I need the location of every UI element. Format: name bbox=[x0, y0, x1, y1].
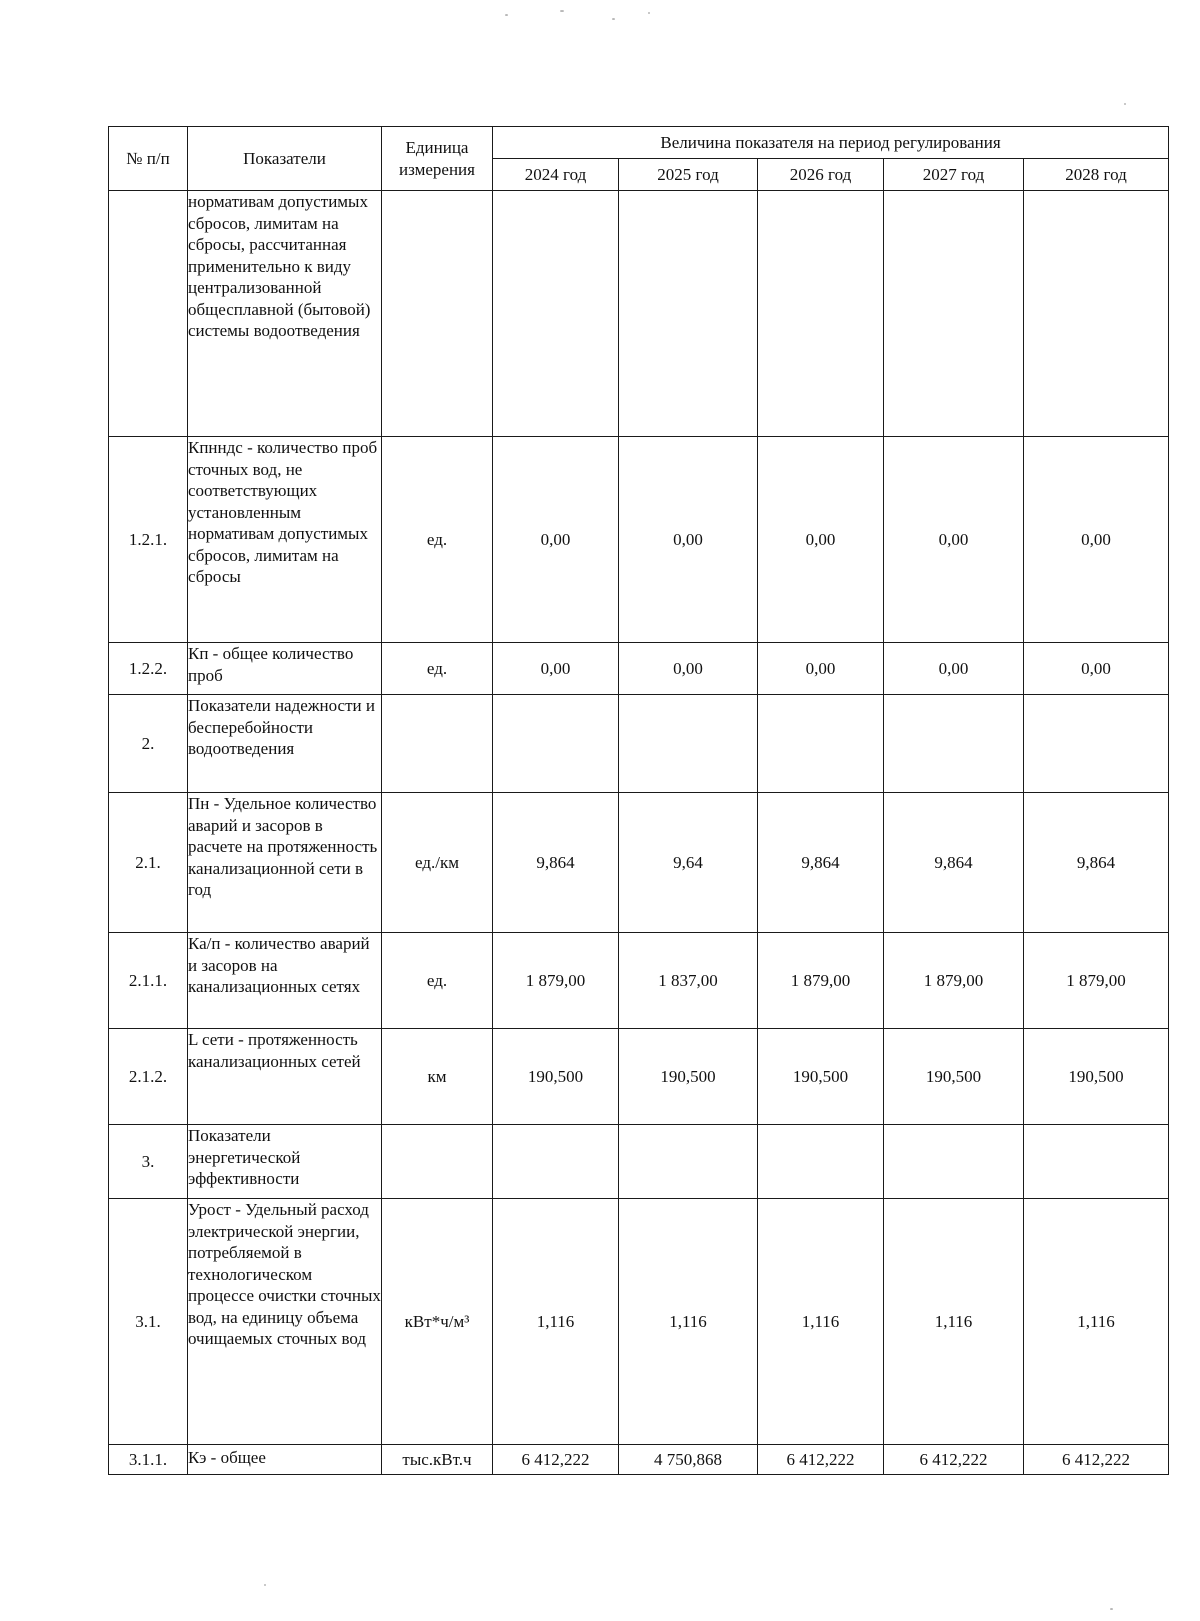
row-value: 0,00 bbox=[619, 643, 758, 695]
row-value bbox=[619, 1125, 758, 1199]
row-value: 6 412,222 bbox=[884, 1445, 1024, 1475]
indicators-table bbox=[108, 126, 1169, 1475]
header-indicator: Показатели bbox=[188, 127, 382, 191]
row-value: 4 750,868 bbox=[619, 1445, 758, 1475]
row-value: 6 412,222 bbox=[493, 1445, 619, 1475]
row-value: 6 412,222 bbox=[1024, 1445, 1169, 1475]
header-unit: Единица измерения bbox=[382, 127, 493, 191]
row-num: 2.1.1. bbox=[109, 933, 188, 1029]
row-num bbox=[109, 191, 188, 437]
table-row bbox=[109, 643, 1169, 695]
row-indicator: Показатели надежности и бесперебойности водоотведения bbox=[188, 695, 382, 793]
scan-speck bbox=[560, 10, 564, 12]
header-period: Величина показателя на период регулирования bbox=[493, 127, 1169, 159]
scan-speck bbox=[264, 1584, 266, 1586]
row-indicator: Урост - Удельный расход электрической энергии, потребляемой в технологическом процессе очистки сточных вод, на единицу объема очищаемых сточных вод bbox=[188, 1199, 382, 1445]
table-row bbox=[109, 437, 1169, 643]
row-value: 1,116 bbox=[619, 1199, 758, 1445]
table-row bbox=[109, 191, 1169, 437]
row-value: 0,00 bbox=[884, 643, 1024, 695]
row-value bbox=[884, 1125, 1024, 1199]
header-year: 2027 год bbox=[884, 159, 1024, 191]
row-value: 9,864 bbox=[758, 793, 884, 933]
row-value: 1 879,00 bbox=[884, 933, 1024, 1029]
header-year: 2028 год bbox=[1024, 159, 1169, 191]
row-value bbox=[758, 1125, 884, 1199]
row-value: 190,500 bbox=[884, 1029, 1024, 1125]
scan-speck bbox=[612, 18, 615, 20]
row-unit: ед. bbox=[382, 643, 493, 695]
row-value: 0,00 bbox=[493, 437, 619, 643]
table-row bbox=[109, 793, 1169, 933]
header-year: 2025 год bbox=[619, 159, 758, 191]
row-value: 1 837,00 bbox=[619, 933, 758, 1029]
row-value bbox=[619, 695, 758, 793]
row-indicator: Показатели энергетической эффективности bbox=[188, 1125, 382, 1199]
row-num: 1.2.1. bbox=[109, 437, 188, 643]
header-year: 2026 год bbox=[758, 159, 884, 191]
row-value: 0,00 bbox=[884, 437, 1024, 643]
table-row bbox=[109, 1029, 1169, 1125]
row-indicator: Кэ - общее bbox=[188, 1445, 382, 1475]
row-indicator: Пн - Удельное количество аварий и засоров в расчете на протяженность канализационной сети в год bbox=[188, 793, 382, 933]
header-year: 2024 год bbox=[493, 159, 619, 191]
row-value bbox=[619, 191, 758, 437]
row-unit bbox=[382, 1125, 493, 1199]
row-num: 1.2.2. bbox=[109, 643, 188, 695]
scan-speck bbox=[1110, 1608, 1113, 1610]
row-value: 0,00 bbox=[619, 437, 758, 643]
table-row bbox=[109, 695, 1169, 793]
row-value: 0,00 bbox=[758, 437, 884, 643]
row-unit: кВт*ч/м³ bbox=[382, 1199, 493, 1445]
row-unit: ед./км bbox=[382, 793, 493, 933]
scan-speck bbox=[648, 12, 650, 14]
row-value: 1,116 bbox=[758, 1199, 884, 1445]
row-indicator: Кп - общее количество проб bbox=[188, 643, 382, 695]
row-num: 2.1. bbox=[109, 793, 188, 933]
row-num: 2. bbox=[109, 695, 188, 793]
row-value: 6 412,222 bbox=[758, 1445, 884, 1475]
header-num: № п/п bbox=[109, 127, 188, 191]
row-indicator: нормативам допустимых сбросов, лимитам на сбросы, рассчитанная применительно к виду централизованной общесплавной (бытовой) системы водоотведения bbox=[188, 191, 382, 437]
row-value: 9,864 bbox=[493, 793, 619, 933]
row-value: 1 879,00 bbox=[1024, 933, 1169, 1029]
row-value: 190,500 bbox=[619, 1029, 758, 1125]
row-num: 3. bbox=[109, 1125, 188, 1199]
row-value: 1,116 bbox=[884, 1199, 1024, 1445]
row-num: 3.1.1. bbox=[109, 1445, 188, 1475]
row-unit: ед. bbox=[382, 437, 493, 643]
row-value: 1 879,00 bbox=[493, 933, 619, 1029]
row-num: 3.1. bbox=[109, 1199, 188, 1445]
row-value bbox=[493, 695, 619, 793]
row-value: 190,500 bbox=[758, 1029, 884, 1125]
row-value: 0,00 bbox=[493, 643, 619, 695]
row-value: 0,00 bbox=[1024, 437, 1169, 643]
row-value: 1 879,00 bbox=[758, 933, 884, 1029]
row-unit: км bbox=[382, 1029, 493, 1125]
table-row bbox=[109, 1445, 1169, 1475]
row-value: 1,116 bbox=[1024, 1199, 1169, 1445]
row-value: 9,64 bbox=[619, 793, 758, 933]
row-indicator: L сети - протяженность канализационных сетей bbox=[188, 1029, 382, 1125]
row-num: 2.1.2. bbox=[109, 1029, 188, 1125]
row-value bbox=[493, 1125, 619, 1199]
row-value bbox=[1024, 1125, 1169, 1199]
row-value: 190,500 bbox=[493, 1029, 619, 1125]
table-row bbox=[109, 1199, 1169, 1445]
row-value: 9,864 bbox=[884, 793, 1024, 933]
row-unit bbox=[382, 191, 493, 437]
row-value bbox=[1024, 695, 1169, 793]
row-value bbox=[1024, 191, 1169, 437]
row-value: 9,864 bbox=[1024, 793, 1169, 933]
row-indicator: Ка/п - количество аварий и засоров на канализационных сетях bbox=[188, 933, 382, 1029]
row-unit: ед. bbox=[382, 933, 493, 1029]
row-value bbox=[884, 695, 1024, 793]
table-row bbox=[109, 933, 1169, 1029]
scan-speck bbox=[505, 14, 508, 16]
row-value: 0,00 bbox=[758, 643, 884, 695]
row-unit bbox=[382, 695, 493, 793]
row-value bbox=[758, 695, 884, 793]
table-row bbox=[109, 1125, 1169, 1199]
row-value bbox=[493, 191, 619, 437]
row-value bbox=[884, 191, 1024, 437]
row-unit: тыс.кВт.ч bbox=[382, 1445, 493, 1475]
row-value: 0,00 bbox=[1024, 643, 1169, 695]
row-value bbox=[758, 191, 884, 437]
row-value: 190,500 bbox=[1024, 1029, 1169, 1125]
row-value: 1,116 bbox=[493, 1199, 619, 1445]
scan-speck bbox=[1124, 103, 1126, 105]
row-indicator: Кпнндс - количество проб сточных вод, не соответствующих установленным нормативам допустимых сбросов, лимитам на сбросы bbox=[188, 437, 382, 643]
